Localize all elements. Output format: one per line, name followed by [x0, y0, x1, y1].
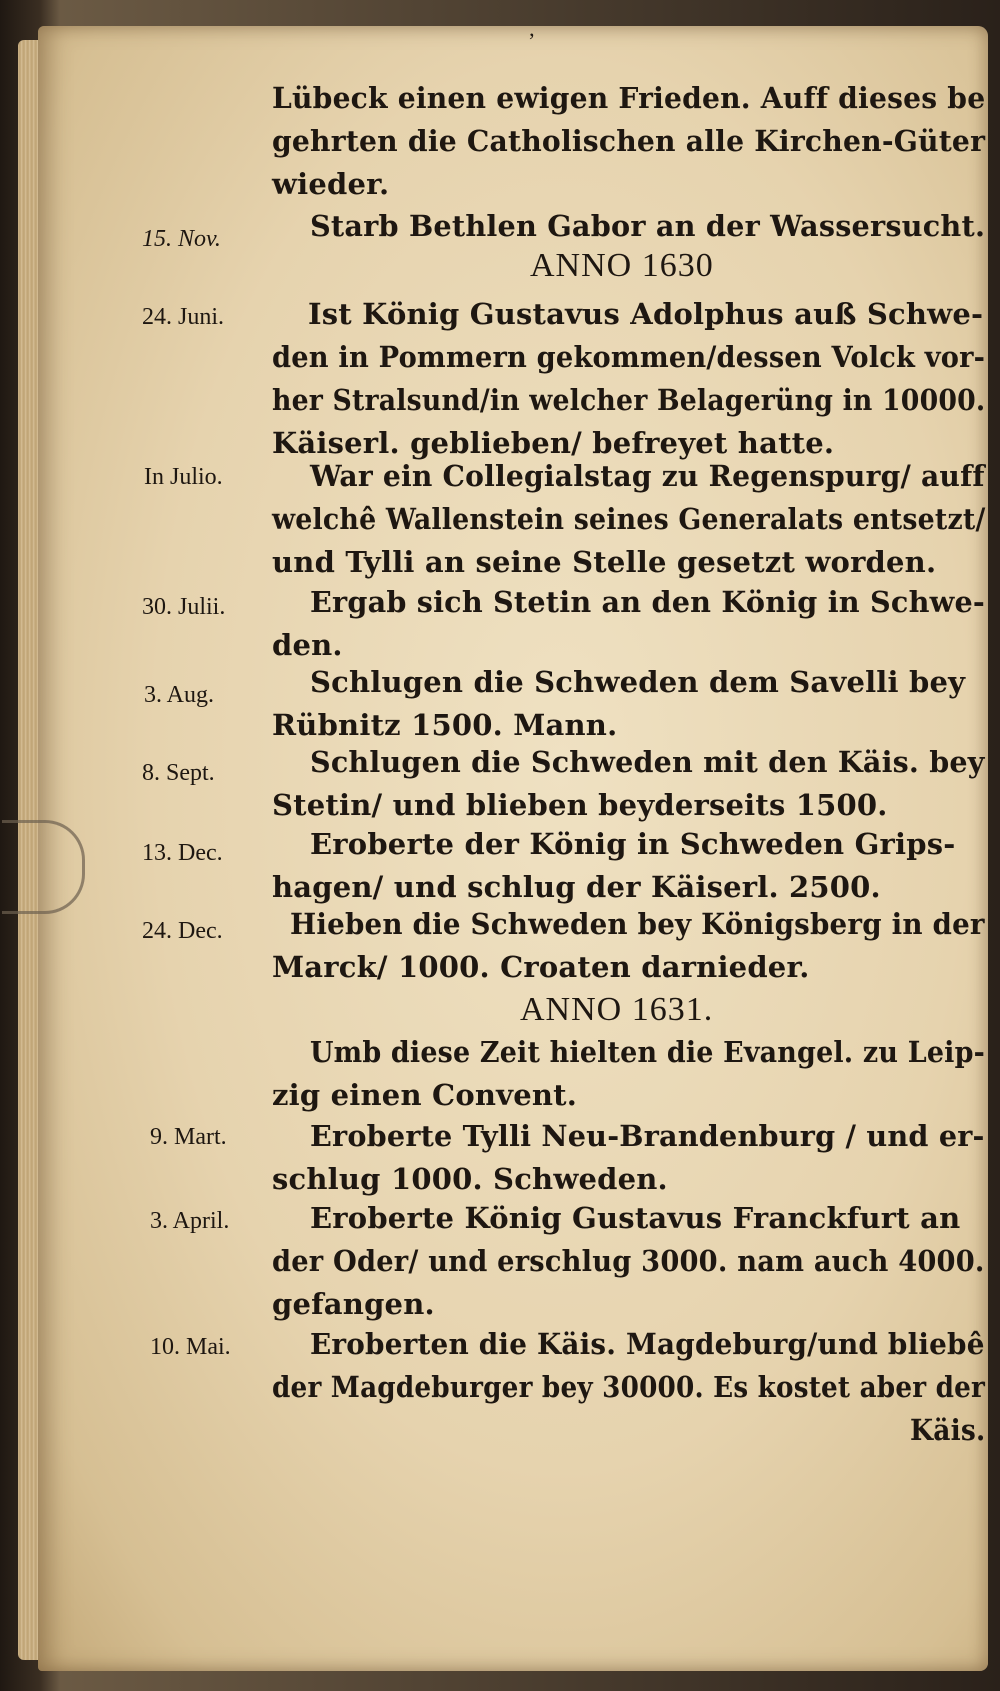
text-line: den.: [272, 628, 343, 662]
text-line: wieder.: [272, 167, 390, 201]
text-line: Schlugen die Schweden mit den Käis. bey: [310, 745, 985, 779]
date-margin: 3. Aug.: [144, 682, 215, 708]
date-margin: 13. Dec.: [142, 840, 223, 866]
date-margin: 8. Sept.: [142, 760, 215, 786]
date-margin: 10. Mai.: [150, 1334, 231, 1360]
date-margin: 3. April.: [150, 1208, 230, 1234]
text-line: Rübnitz 1500. Mann.: [272, 708, 618, 742]
text-line: Stetin/ und blieben beyderseits 1500.: [272, 788, 888, 822]
date-margin: 24. Dec.: [142, 918, 223, 944]
text-line: gefangen.: [272, 1287, 435, 1321]
text-line: und Tylli an seine Stelle gesetzt worden.: [272, 545, 937, 579]
text-line: schlug 1000. Schweden.: [272, 1162, 668, 1196]
text-line: Schlugen die Schweden dem Savelli bey: [310, 665, 966, 699]
text-line: gehrten die Catholischen alle Kirchen-Güter: [272, 124, 986, 158]
text-line: Marck/ 1000. Croaten darnieder.: [272, 950, 810, 984]
text-line: Käiserl. geblieben/ befreyet hatte.: [272, 426, 835, 460]
text-line: her Stralsund/in welcher Belagerüng in 10000.: [272, 383, 986, 417]
text-line: Hieben die Schweden bey Königsberg in der: [290, 907, 985, 941]
text-line: den in Pommern gekommen/dessen Volck vor-: [272, 340, 986, 374]
text-line: Eroberte König Gustavus Franckfurt an: [310, 1201, 961, 1235]
text-line: Eroberte der König in Schweden Grips-: [310, 827, 956, 861]
date-margin: 15. Nov.: [142, 226, 221, 252]
date-margin: 9. Mart.: [150, 1124, 227, 1150]
text-line: Lübeck einen ewigen Frieden. Auff dieses be: [272, 81, 986, 115]
text-line: der Magdeburger bey 30000. Es kostet aber der: [272, 1370, 986, 1404]
catchword: Käis.: [910, 1413, 986, 1447]
date-margin: In Julio.: [144, 464, 223, 490]
text-line: Umb diese Zeit hielten die Evangel. zu Leip-: [310, 1035, 985, 1069]
text-line: hagen/ und schlug der Käiserl. 2500.: [272, 870, 881, 904]
year-heading: ANNO 1631.: [520, 991, 714, 1028]
date-margin: 30. Julii.: [142, 594, 226, 620]
text-line: Eroberte Tylli Neu-Brandenburg / und er-: [310, 1119, 985, 1153]
text-line: zig einen Convent.: [272, 1078, 578, 1112]
text-line: Starb Bethlen Gabor an der Wassersucht.: [310, 209, 986, 243]
text-line: Ergab sich Stetin an den König in Schwe-: [310, 585, 986, 619]
text-line: Ist König Gustavus Adolphus auß Schwe-: [308, 297, 984, 331]
year-heading: ANNO 1630: [530, 247, 714, 284]
top-mark: ’: [528, 28, 536, 53]
text-line: welchê Wallenstein seines Generalats entsetzt/: [272, 502, 986, 536]
text-line: der Oder/ und erschlug 3000. nam auch 4000.: [272, 1244, 985, 1278]
text-line: War ein Collegialstag zu Regenspurg/ auff: [310, 459, 985, 493]
date-margin: 24. Juni.: [142, 304, 225, 330]
text-line: Eroberten die Käis. Magdeburg/und bliebê: [310, 1327, 985, 1361]
